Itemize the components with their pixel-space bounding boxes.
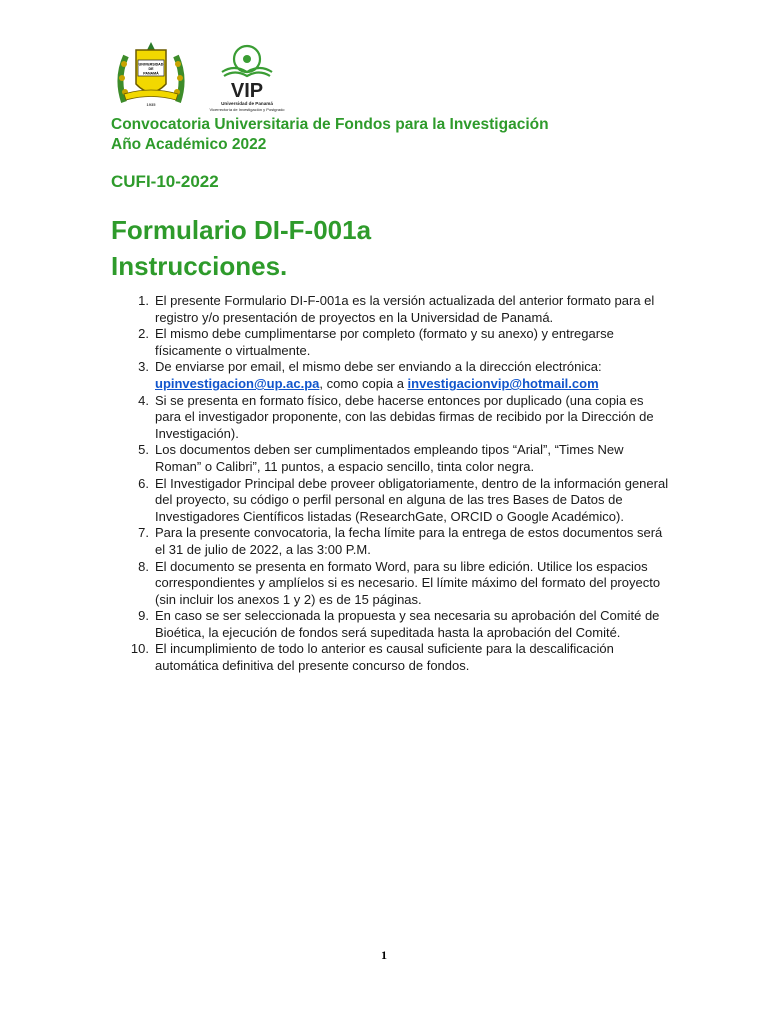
list-item	[111, 326, 671, 359]
seal-year: 1935	[146, 102, 156, 107]
item-number: 2.	[138, 326, 149, 342]
item-number: 3.	[138, 359, 149, 375]
item-number: 6.	[138, 475, 149, 491]
list-item	[111, 608, 671, 641]
vip-subtitle-2: Vicerrectoría de Investigación y Postgrado	[209, 107, 285, 112]
item-number: 5.	[138, 442, 149, 458]
seal-text-3: PANAMÁ	[143, 71, 159, 76]
email-link-upinvestigacion[interactable]: upinvestigacion@up.ac.pa	[155, 375, 320, 391]
form-title: Formulario DI-F-001a	[111, 215, 372, 245]
item-number: 8.	[138, 558, 149, 574]
vip-logo	[192, 42, 302, 114]
item-number: 7.	[138, 525, 149, 541]
seal-text-2: DE	[148, 67, 154, 71]
instructions-title: Instrucciones.	[111, 251, 288, 281]
item-number: 9.	[138, 608, 149, 624]
list-item	[111, 359, 671, 392]
vip-subtitle-1: Universidad de Panamá	[221, 101, 273, 106]
list-item	[111, 641, 671, 674]
item-text: El incumplimiento de todo lo anterior es causal suficiente para la descalificación automática definitiva del presente concurso de fondos.	[155, 641, 614, 674]
item-text: El documento se presenta en formato Word, para su libre edición. Utilice los espacios correspondientes y amplíelos si es necesario. El límite máximo del formato del proyecto (sin incluir los anexos 1 y 2) es de 15 páginas.	[155, 558, 661, 607]
email-link-investigacionvip[interactable]: investigacionvip@hotmail.com	[407, 375, 599, 391]
item-text: En caso se ser seleccionada la propuesta y sea necesaria su aprobación del Comité de Bioética, la ejecución de fondos será supeditada hasta la aprobación del Comité.	[155, 608, 660, 640]
page-number: 1	[381, 948, 387, 962]
list-item	[111, 293, 671, 326]
item-text: El Investigador Principal debe proveer obligatoriamente, dentro de la información general del proyecto, su código o perfil personal en alguna de las tres Bases de Datos de Investigadores Científicos listadas (ResearchGate, ORCID o Google Académico).	[155, 475, 669, 524]
seal-text-1: UNIVERSIDAD	[138, 62, 164, 67]
convocatoria-heading: Convocatoria Universitaria de Fondos para la Investigación	[111, 116, 549, 133]
list-item	[111, 476, 671, 526]
cufi-code: CUFI-10-2022	[111, 172, 219, 191]
item-text: Para la presente convocatoria, la fecha límite para la entrega de estos documentos será el 31 de julio de 2022, a las 3:00 P.M.	[155, 525, 663, 557]
item-number: 10.	[130, 641, 149, 657]
academic-year-heading: Año Académico 2022	[111, 136, 267, 153]
list-item	[111, 525, 671, 558]
item-text-connector: , como copia a	[319, 375, 408, 391]
instructions-list	[111, 293, 671, 675]
university-seal-logo	[114, 40, 188, 114]
item-text: De enviarse por email, el mismo debe ser enviando a la dirección electrónica:	[155, 359, 602, 375]
list-item	[111, 442, 671, 475]
item-text: El mismo debe cumplimentarse por completo (formato y su anexo) y entregarse físicamente o virtualmente.	[155, 326, 614, 358]
item-text: Si se presenta en formato físico, debe hacerse entonces por duplicado (una copia es para el investigador proponente, con las debidas firmas de recibido por la Dirección de Investigación).	[155, 392, 654, 441]
item-text: El presente Formulario DI-F-001a es la versión actualizada del anterior formato para el registro y/o presentación de proyectos en la Universidad de Panamá.	[155, 293, 655, 325]
item-number: 1.	[138, 293, 149, 308]
vip-logo-text: VIP	[230, 80, 264, 102]
item-number: 4.	[138, 392, 149, 408]
item-text: Los documentos deben ser cumplimentados empleando tipos “Arial”, “Times New Roman” o Calibri”, 11 puntos, a espacio sencillo, tinta color negra.	[155, 442, 624, 474]
list-item	[111, 393, 671, 443]
list-item	[111, 559, 671, 609]
